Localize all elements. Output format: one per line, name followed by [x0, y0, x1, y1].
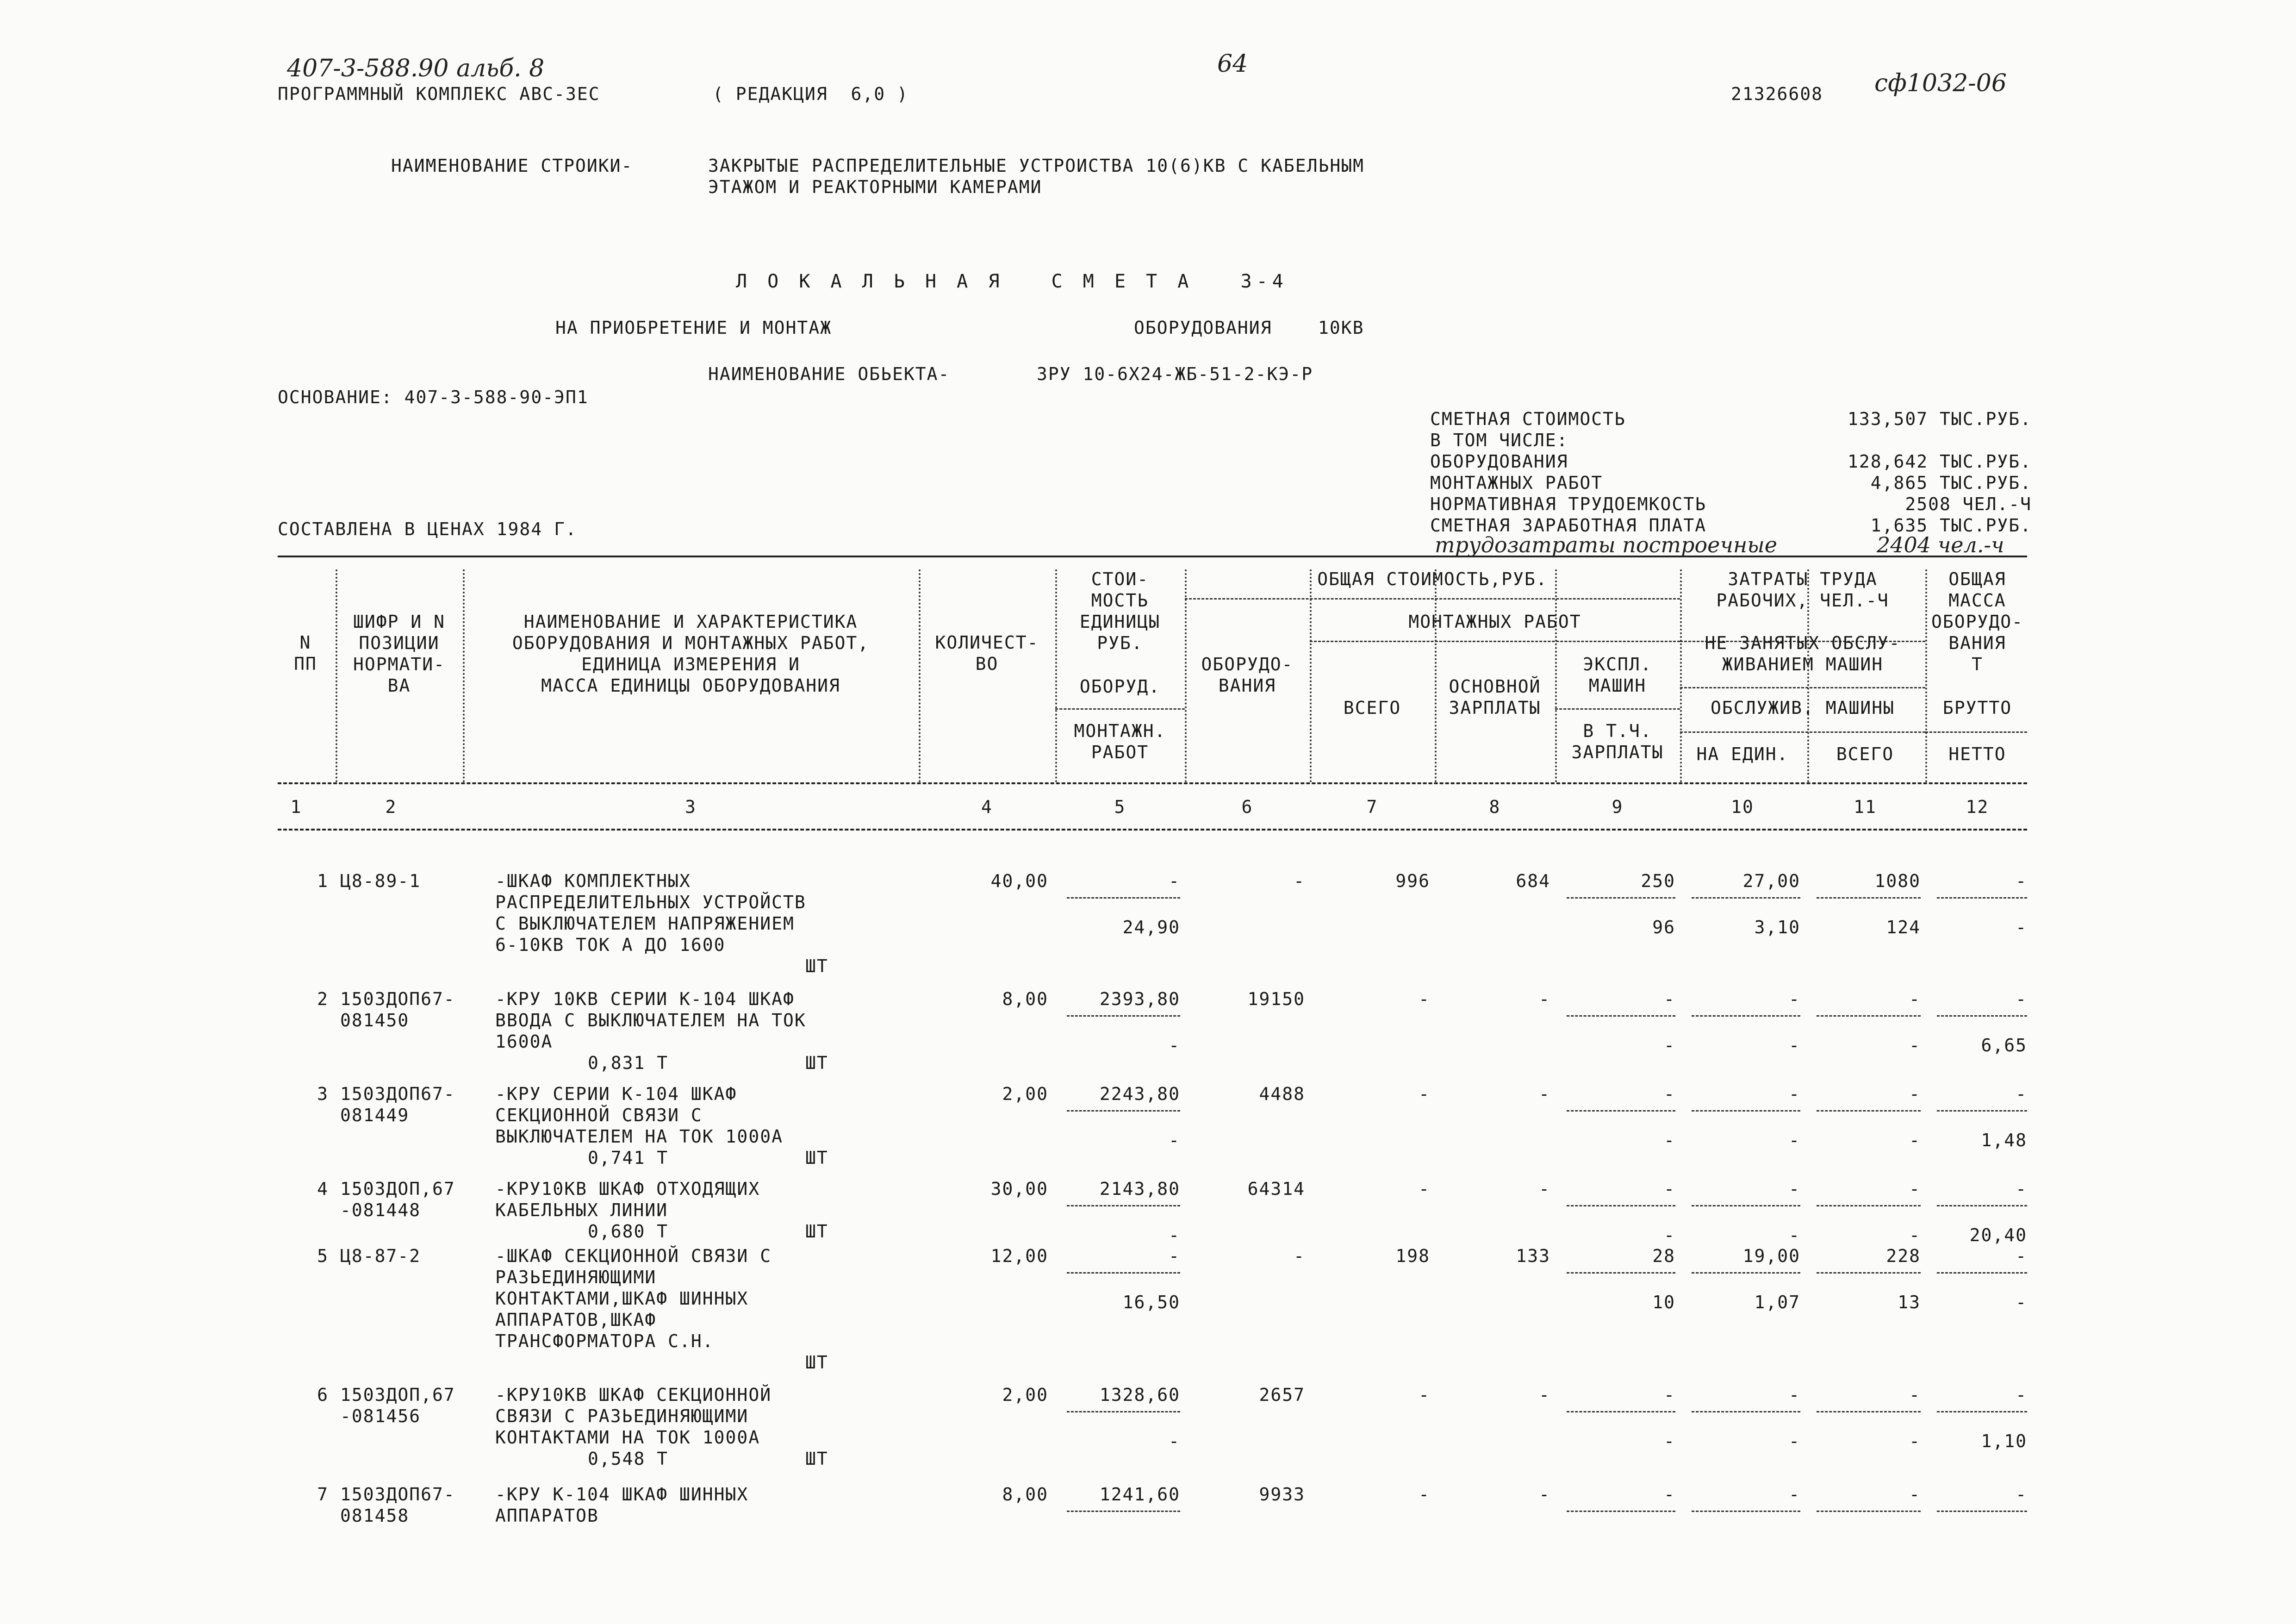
row-labor-per-unit: - — [1789, 1179, 1800, 1199]
row-unit-price-equipment: 1241,60 — [1099, 1484, 1180, 1505]
row-machine-cost: 28 — [1652, 1246, 1675, 1266]
row-unit-price-mounting: - — [1169, 1035, 1180, 1056]
row-quantity: 40,00 — [990, 871, 1048, 891]
row-base-salary: 133 — [1516, 1246, 1550, 1266]
row-machine-labor-per-unit: 1,07 — [1754, 1292, 1800, 1312]
header-total-cost: ОБЩАЯ СТОИМОСТЬ,РУБ. — [1317, 569, 1548, 589]
handwritten-labor-note: трудозатраты построечные — [1435, 532, 1777, 557]
row-unit-mass: 0,831 Т — [588, 1053, 669, 1073]
header-col12-brutto: БРУТТО — [1942, 698, 2012, 718]
cell-split-rule — [1692, 1411, 1800, 1412]
column-number: 7 — [1366, 797, 1378, 817]
row-unit-price-equipment: 2143,80 — [1099, 1179, 1180, 1199]
cell-split-rule — [1937, 1110, 2027, 1112]
header-subrule — [1680, 687, 1925, 688]
col-separator — [1925, 569, 1927, 782]
row-mass-netto: - — [2016, 1292, 2027, 1312]
row-number: 3 — [317, 1084, 329, 1104]
row-mass-netto: 1,48 — [1981, 1130, 2027, 1150]
header-col12: ОБЩАЯ МАССА ОБОРУДО- ВАНИЯ Т — [1931, 569, 2024, 675]
construction-name-line2: ЭТАЖОМ И РЕАКТОРНЫМИ КАМЕРАМИ — [708, 177, 1042, 197]
row-number: 5 — [317, 1246, 329, 1266]
row-machine-cost: - — [1664, 1385, 1675, 1405]
row-mass-netto: - — [2016, 917, 2027, 937]
row-description: -КРУ К-104 ШКАФ ШИННЫХ АППАРАТОВ — [495, 1484, 749, 1526]
header-subrule — [1185, 598, 1680, 600]
row-machine-salary: - — [1664, 1130, 1675, 1150]
object-value: ЗРУ 10-6Х24-ЖБ-51-2-КЭ-Р — [1037, 364, 1313, 384]
row-labor-per-unit: 27,00 — [1742, 871, 1800, 891]
cell-split-rule — [1937, 1511, 2027, 1512]
col-separator — [1435, 569, 1437, 782]
header-col5-mont: МОНТАЖН. РАБОТ — [1074, 721, 1166, 762]
column-numbers-rule — [278, 829, 2027, 831]
row-equipment-cost: 64314 — [1247, 1179, 1305, 1199]
header-col5-equip: ОБОРУД. — [1079, 676, 1161, 697]
cell-split-rule — [1067, 1205, 1180, 1206]
row-mass-brutto: - — [2016, 1084, 2027, 1104]
price-basis: СОСТАВЛЕНА В ЦЕНАХ 1984 Г. — [278, 519, 577, 539]
header-col4: КОЛИЧЕСТ- ВО — [935, 632, 1039, 674]
row-machine-salary: - — [1664, 1035, 1675, 1056]
row-equipment-cost: 9933 — [1259, 1484, 1305, 1505]
cell-split-rule — [1067, 1015, 1180, 1017]
row-unit-price-equipment: 1328,60 — [1099, 1385, 1180, 1405]
summary-label: ОБОРУДОВАНИЯ — [1430, 451, 1568, 472]
header-col10: НА ЕДИН. — [1696, 744, 1789, 764]
row-machine-labor-total: - — [1909, 1225, 1921, 1245]
row-norm-code: 1503ДОП67- 081458 — [340, 1484, 455, 1526]
header-subrule — [1055, 708, 1185, 710]
header-subrule — [1310, 641, 1680, 642]
cell-split-rule — [1817, 1205, 1921, 1206]
cell-split-rule — [1817, 1411, 1921, 1412]
header-col6: ОБОРУДО- ВАНИЯ — [1201, 654, 1294, 696]
col-separator — [1055, 569, 1057, 782]
table-top-rule — [278, 556, 2027, 557]
row-machine-cost: - — [1664, 1484, 1675, 1505]
row-labor-per-unit: - — [1789, 1084, 1800, 1104]
row-machine-salary: - — [1664, 1431, 1675, 1451]
row-norm-code: 1503ДОП67- 081450 — [340, 989, 455, 1031]
col-separator — [336, 569, 337, 782]
row-base-salary: - — [1539, 989, 1550, 1009]
row-unit-price-equipment: 2393,80 — [1099, 989, 1180, 1009]
col-separator — [919, 569, 921, 782]
summary-value: 133,507 ТЫС.РУБ. — [1847, 409, 2032, 429]
row-machine-salary: 10 — [1652, 1292, 1675, 1312]
row-norm-code: 1503ДОП,67 -081448 — [340, 1179, 455, 1220]
row-quantity: 2,00 — [1002, 1084, 1048, 1104]
row-machine-cost: - — [1664, 1084, 1675, 1104]
construction-name-line1: ЗАКРЫТЫЕ РАСПРЕДЕЛИТЕЛЬНЫЕ УСТРОИСТВА 10(6)КВ С КАБЕЛЬНЫМ — [708, 156, 1365, 176]
program-name: ПРОГРАММНЫЙ КОМПЛЕКС АВС-3ЕС — [278, 84, 600, 104]
handwritten-labor-value: 2404 чел.-ч — [1877, 532, 2004, 557]
summary-label: СМЕТНАЯ ЗАРАБОТНАЯ ПЛАТА — [1430, 515, 1707, 536]
header-mont-works: МОНТАЖНЫХ РАБОТ — [1408, 612, 1581, 632]
column-number: 12 — [1966, 797, 1989, 817]
cell-split-rule — [1937, 1205, 2027, 1206]
cell-split-rule — [1067, 897, 1180, 899]
row-unit-mass: 0,741 Т — [588, 1148, 669, 1168]
row-labor-per-unit: - — [1789, 1484, 1800, 1505]
row-description: -КРУ 10КВ СЕРИИ К-104 ШКАФ ВВОДА С ВЫКЛЮЧАТЕЛЕМ НА ТОК 1600А — [495, 989, 806, 1052]
column-number: 1 — [290, 797, 302, 817]
summary-label: НОРМАТИВНАЯ ТРУДОЕМКОСТЬ — [1430, 494, 1707, 514]
row-mounting-total: - — [1419, 1179, 1430, 1199]
row-machine-salary: 96 — [1652, 917, 1675, 937]
row-mounting-total: - — [1419, 1084, 1430, 1104]
estimate-title: Л О К А Л Ь Н А Я С М Е Т А 3-4 — [736, 271, 1288, 292]
row-machine-cost: - — [1664, 989, 1675, 1009]
row-machine-labor-per-unit: - — [1789, 1225, 1800, 1245]
row-mass-brutto: - — [2016, 989, 2027, 1009]
row-base-salary: 684 — [1516, 871, 1550, 891]
cell-split-rule — [1937, 1411, 2027, 1412]
row-unit-mass: 0,548 Т — [588, 1449, 669, 1469]
summary-value: 128,642 ТЫС.РУБ. — [1847, 451, 2032, 472]
row-machine-labor-per-unit: - — [1789, 1035, 1800, 1056]
cell-split-rule — [1692, 1511, 1800, 1512]
row-mass-netto: 20,40 — [1969, 1225, 2027, 1245]
row-description: -КРУ СЕРИИ К-104 ШКАФ СЕКЦИОННОЙ СВЯЗИ С ВЫКЛЮЧАТЕЛЕМ НА ТОК 1000А — [495, 1084, 783, 1147]
cell-split-rule — [1067, 1272, 1180, 1274]
cell-split-rule — [1567, 1272, 1675, 1274]
row-labor-total: - — [1909, 989, 1921, 1009]
cell-split-rule — [1567, 1205, 1675, 1206]
row-machine-salary: - — [1664, 1225, 1675, 1245]
cell-split-rule — [1692, 1272, 1800, 1274]
col-separator — [1680, 569, 1682, 782]
col-separator — [1310, 569, 1312, 782]
object-label: НАИМЕНОВАНИЕ ОБЬЕКТА- — [708, 364, 950, 384]
row-description: -КРУ10КВ ШКАФ ОТХОДЯЩИХ КАБЕЛЬНЫХ ЛИНИИ — [495, 1179, 760, 1220]
row-machine-labor-total: 13 — [1898, 1292, 1921, 1312]
estimate-subtitle-right: ОБОРУДОВАНИЯ 10КВ — [1134, 318, 1364, 338]
row-unit: ШТ — [805, 1221, 828, 1242]
summary-value: 4,865 ТЫС.РУБ. — [1870, 473, 2032, 493]
header-col5-top: СТОИ- МОСТЬ ЕДИНИЦЫ РУБ. — [1079, 569, 1161, 653]
row-unit-price-mounting: 24,90 — [1122, 917, 1180, 937]
header-subrule — [1555, 708, 1680, 710]
header-col3: НАИМЕНОВАНИЕ И ХАРАКТЕРИСТИКА ОБОРУДОВАНИЯ И МОНТАЖНЫХ РАБОТ, ЕДИНИЦА ИЗМЕРЕНИЯ И МАССА ЕДИНИЦЫ ОБОРУДОВАНИЯ — [512, 612, 870, 696]
row-norm-code: Ц8-89-1 — [340, 871, 421, 891]
cell-split-rule — [1692, 897, 1800, 899]
cell-split-rule — [1817, 1110, 1921, 1112]
summary-value: 1,635 ТЫС.РУБ. — [1870, 515, 2032, 536]
row-unit-price-mounting: - — [1169, 1431, 1180, 1451]
row-base-salary: - — [1539, 1484, 1550, 1505]
row-quantity: 12,00 — [990, 1246, 1048, 1266]
row-labor-per-unit: - — [1789, 989, 1800, 1009]
summary-label: СМЕТНАЯ СТОИМОСТЬ — [1430, 409, 1626, 429]
col-separator — [1185, 569, 1187, 782]
header-col11: ВСЕГО — [1836, 744, 1894, 764]
row-machine-cost: - — [1664, 1179, 1675, 1199]
row-machine-labor-per-unit: 3,10 — [1754, 917, 1800, 937]
row-base-salary: - — [1539, 1084, 1550, 1104]
row-equipment-cost: 19150 — [1247, 989, 1305, 1009]
row-mass-netto: 1,10 — [1981, 1431, 2027, 1451]
row-unit: ШТ — [805, 1449, 828, 1469]
header-labor-machines: ОБСЛУЖИВ. МАШИНЫ — [1710, 698, 1895, 718]
row-labor-total: - — [1909, 1484, 1921, 1505]
row-machine-labor-total: - — [1909, 1431, 1921, 1451]
handwritten-doc-code: сф1032-06 — [1874, 69, 2007, 97]
row-mounting-total: 198 — [1395, 1246, 1430, 1266]
row-unit-price-mounting: - — [1169, 1225, 1180, 1245]
row-machine-labor-per-unit: - — [1789, 1130, 1800, 1150]
row-machine-labor-total: - — [1909, 1130, 1921, 1150]
row-labor-per-unit: 19,00 — [1742, 1246, 1800, 1266]
cell-split-rule — [1567, 1110, 1675, 1112]
row-mounting-total: - — [1419, 1385, 1430, 1405]
row-unit: ШТ — [805, 956, 828, 976]
row-unit-price-mounting: - — [1169, 1130, 1180, 1150]
row-unit: ШТ — [805, 1352, 828, 1373]
row-machine-cost: 250 — [1641, 871, 1675, 891]
column-number: 11 — [1854, 797, 1877, 817]
cell-split-rule — [1567, 897, 1675, 899]
header-col1: N ПП — [294, 632, 317, 674]
row-mass-netto: 6,65 — [1981, 1035, 2027, 1056]
header-col7: ВСЕГО — [1343, 698, 1401, 718]
row-norm-code: 1503ДОП,67 -081456 — [340, 1385, 455, 1426]
cell-split-rule — [1692, 1110, 1800, 1112]
row-quantity: 8,00 — [1002, 989, 1048, 1009]
header-col9b: В Т.Ч. ЗАРПЛАТЫ — [1571, 721, 1664, 762]
handwritten-page-number: 64 — [1217, 50, 1248, 78]
header-subrule — [1680, 731, 1925, 733]
row-number: 7 — [317, 1484, 329, 1505]
row-mounting-total: 996 — [1395, 871, 1430, 891]
row-unit-price-equipment: - — [1169, 871, 1180, 891]
row-equipment-cost: 4488 — [1259, 1084, 1305, 1104]
row-mounting-total: - — [1419, 1484, 1430, 1505]
row-unit-mass: 0,680 Т — [588, 1221, 669, 1242]
handwritten-album-ref: 407-3-588.90 альб. 8 — [287, 55, 545, 82]
row-norm-code: Ц8-87-2 — [340, 1246, 421, 1266]
row-norm-code: 1503ДОП67- 081449 — [340, 1084, 455, 1125]
row-unit-price-equipment: - — [1169, 1246, 1180, 1266]
row-unit-price-mounting: 16,50 — [1122, 1292, 1180, 1312]
col-separator — [1555, 569, 1557, 782]
row-mass-brutto: - — [2016, 1385, 2027, 1405]
row-equipment-cost: - — [1294, 1246, 1305, 1266]
row-machine-labor-total: 124 — [1886, 917, 1921, 937]
row-description: -КРУ10КВ ШКАФ СЕКЦИОННОЙ СВЯЗИ С РАЗЬЕДИНЯЮЩИМИ КОНТАКТАМИ НА ТОК 1000А — [495, 1385, 772, 1448]
cell-split-rule — [1817, 1511, 1921, 1512]
row-number: 6 — [317, 1385, 329, 1405]
cell-split-rule — [1567, 1015, 1675, 1017]
row-mass-brutto: - — [2016, 871, 2027, 891]
row-unit: ШТ — [805, 1053, 828, 1073]
column-number: 5 — [1114, 797, 1126, 817]
column-number: 10 — [1731, 797, 1754, 817]
row-description: -ШКАФ КОМПЛЕКТНЫХ РАСПРЕДЕЛИТЕЛЬНЫХ УСТРОЙСТВ С ВЫКЛЮЧАТЕЛЕМ НАПРЯЖЕНИЕМ 6-10КВ ТОК А ДО 1600 — [495, 871, 806, 955]
cell-split-rule — [1817, 897, 1921, 899]
header-col2: ШИФР И N ПОЗИЦИИ НОРМАТИ- ВА — [353, 612, 446, 696]
column-number: 2 — [385, 797, 397, 817]
row-base-salary: - — [1539, 1385, 1550, 1405]
column-number: 8 — [1489, 797, 1501, 817]
row-labor-total: 228 — [1886, 1246, 1921, 1266]
summary-label: В ТОМ ЧИСЛЕ: — [1430, 430, 1568, 450]
row-labor-total: - — [1909, 1385, 1921, 1405]
cell-split-rule — [1692, 1205, 1800, 1206]
row-labor-total: - — [1909, 1179, 1921, 1199]
row-unit-price-equipment: 2243,80 — [1099, 1084, 1180, 1104]
row-machine-labor-total: - — [1909, 1035, 1921, 1056]
header-col12-netto: НЕТТО — [1948, 744, 2006, 764]
row-labor-total: 1080 — [1874, 871, 1921, 891]
cell-split-rule — [1817, 1015, 1921, 1017]
header-col8: ОСНОВНОЙ ЗАРПЛАТЫ — [1449, 676, 1541, 718]
row-mass-brutto: - — [2016, 1179, 2027, 1199]
column-number: 9 — [1612, 797, 1624, 817]
row-quantity: 2,00 — [1002, 1385, 1048, 1405]
cell-split-rule — [1067, 1411, 1180, 1412]
row-number: 1 — [317, 871, 329, 891]
header-subrule — [1925, 731, 2027, 733]
column-number: 6 — [1241, 797, 1253, 817]
cell-split-rule — [1937, 897, 2027, 899]
cell-split-rule — [1817, 1272, 1921, 1274]
estimate-subtitle-left: НА ПРИОБРЕТЕНИЕ И МОНТАЖ — [555, 318, 832, 338]
header-col9a: ЭКСПЛ. МАШИН — [1583, 654, 1652, 696]
row-mounting-total: - — [1419, 989, 1430, 1009]
row-number: 4 — [317, 1179, 329, 1199]
cell-split-rule — [1067, 1110, 1180, 1112]
column-number: 3 — [685, 797, 697, 817]
document-code: 21326608 — [1731, 84, 1823, 104]
row-quantity: 8,00 — [1002, 1484, 1048, 1505]
row-labor-total: - — [1909, 1084, 1921, 1104]
row-number: 2 — [317, 989, 329, 1009]
summary-value: 2508 ЧЕЛ.-Ч — [1905, 494, 2032, 514]
row-unit: ШТ — [805, 1148, 828, 1168]
header-labor: ЗАТРАТЫ ТРУДА РАБОЧИХ, ЧЕЛ.-Ч — [1716, 569, 1889, 611]
summary-label: МОНТАЖНЫХ РАБОТ — [1430, 473, 1603, 493]
column-number: 4 — [981, 797, 993, 817]
row-equipment-cost: 2657 — [1259, 1385, 1305, 1405]
cell-split-rule — [1937, 1015, 2027, 1017]
cell-split-rule — [1567, 1411, 1675, 1412]
row-mass-brutto: - — [2016, 1246, 2027, 1266]
col-separator — [463, 569, 465, 782]
row-base-salary: - — [1539, 1179, 1550, 1199]
edition: ( РЕДАКЦИЯ 6,0 ) — [713, 84, 908, 104]
row-description: -ШКАФ СЕКЦИОННОЙ СВЯЗИ С РАЗЬЕДИНЯЮЩИМИ КОНТАКТАМИ,ШКАФ ШИННЫХ АППАРАТОВ,ШКАФ ТРАНСФОРМАТОРА С.Н. — [495, 1246, 772, 1351]
row-mass-brutto: - — [2016, 1484, 2027, 1505]
table-header-bottom-rule — [278, 782, 2027, 784]
header-labor-not-machines: НЕ ЗАНЯТЫХ ОБСЛУ- ЖИВАНИЕМ МАШИН — [1705, 633, 1901, 675]
row-machine-labor-per-unit: - — [1789, 1431, 1800, 1451]
row-equipment-cost: - — [1294, 871, 1305, 891]
row-labor-per-unit: - — [1789, 1385, 1800, 1405]
cell-split-rule — [1567, 1511, 1675, 1512]
basis: ОСНОВАНИЕ: 407-3-588-90-ЭП1 — [278, 387, 589, 407]
cell-split-rule — [1067, 1511, 1180, 1512]
cell-split-rule — [1937, 1272, 2027, 1274]
cell-split-rule — [1692, 1015, 1800, 1017]
row-quantity: 30,00 — [990, 1179, 1048, 1199]
construction-label: НАИМЕНОВАНИЕ СТРОИКИ- — [391, 156, 633, 176]
